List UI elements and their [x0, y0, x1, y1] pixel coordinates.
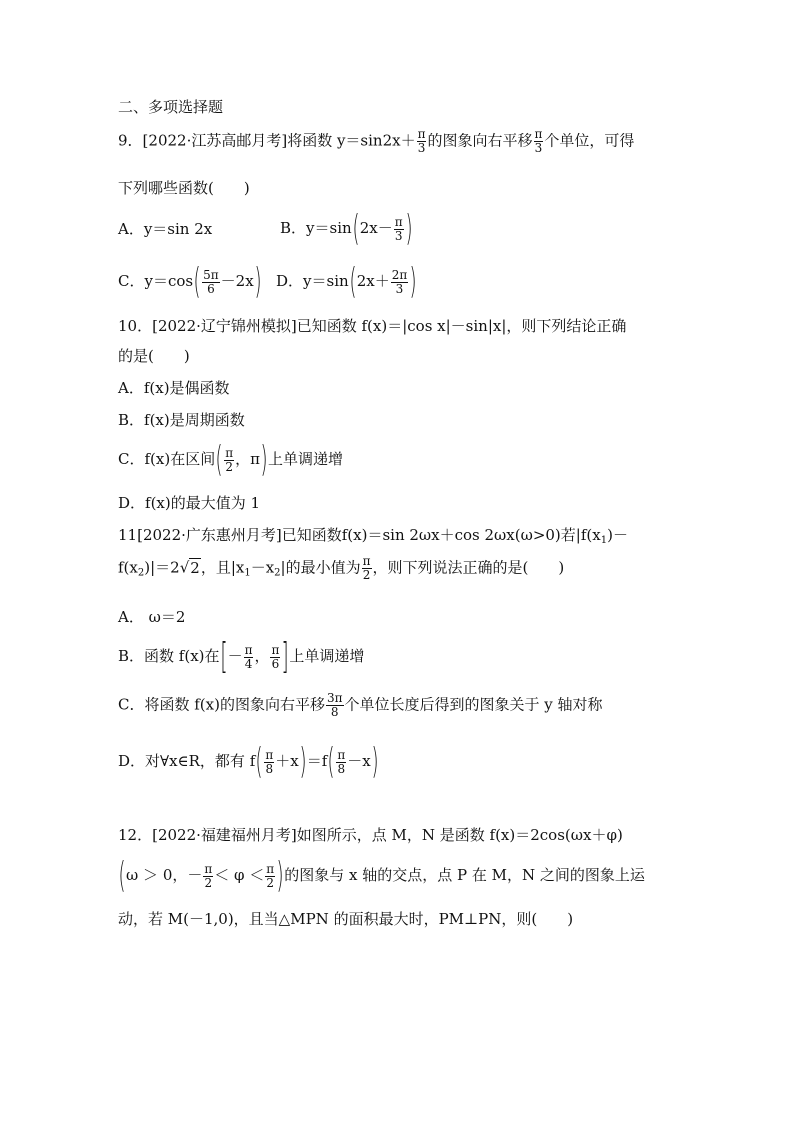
fraction: $\frac{\pi}{3}$: [417, 127, 426, 155]
q11-stem-line1: 11[2022·广东惠州月考]已知函数f(x)＝sin 2ωx＋cos 2ωx(ω>0)若$|f(x_1)-$: [118, 526, 628, 546]
q9-option-c: C．y＝cos( $\frac{5\pi}{6}$ －2x): [118, 261, 262, 302]
q10-option-b: B．f(x)是周期函数: [118, 411, 245, 429]
q9-option-d: D．y＝sin(2x＋ $\frac{2\pi}{3}$ ): [276, 261, 417, 302]
q11-stem-line2: $f(x_2)|=2√2$，且$|x_1-x_2|$的最小值为 $\frac{\pi}{2}$ ，则下列说法正确的是( ): [118, 554, 565, 582]
q10-option-c: C．f(x)在区间( $\frac{\pi}{2}$ ，π)上单调递增: [118, 439, 344, 480]
q9-option-a: A．y＝sin 2x: [118, 220, 213, 238]
q12-stem-line3: 动，若 M(－1,0)，且当△MPN 的面积最大时，PM⊥PN，则( ): [118, 910, 574, 928]
section-title: 二、多项选择题: [118, 98, 224, 116]
q12-stem-line2: (ω ＞ 0，－ $\frac{\pi}{2}$ ＜ φ ＜ $\frac{\pi}{2}$ )的图象与 x 轴的交点，点 P 在 M，N 之间的图象上运: [118, 855, 645, 896]
q10-stem-line2: 的是( ): [118, 347, 190, 365]
q9-stem-line2: 下列哪些函数( ): [118, 179, 250, 197]
q11-option-b: B．函数 f(x)在[－ $\frac{\pi}{4}$ ， $\frac{\pi}{6}$ ]上单调递增: [118, 636, 365, 677]
q10-option-a: A．f(x)是偶函数: [118, 379, 230, 397]
fraction: $\frac{\pi}{3}$: [534, 127, 543, 155]
q10-option-d: D．f(x)的最大值为 1: [118, 494, 261, 512]
q11-option-a: A． ω＝2: [118, 608, 186, 626]
q9-option-b: B．y＝sin(2x－ $\frac{\pi}{3}$ ): [280, 208, 413, 249]
sqrt-symbol: √: [179, 558, 190, 577]
q11-option-c: C．将函数 f(x)的图象向右平移 $\frac{3\pi}{8}$ 个单位长度后得到的图象关于 y 轴对称: [118, 691, 603, 719]
q10-stem-line1: 10．[2022·辽宁锦州模拟]已知函数 f(x)＝|cos x|－sin|x|，则下列结论正确: [118, 317, 627, 335]
q9-stem-line1: 9．[2022·江苏高邮月考]将函数 y＝sin2x＋ $\frac{\pi}{3}$ 的图象向右平移 $\frac{\pi}{3}$ 个单位，可得: [118, 127, 635, 155]
q12-stem-line1: 12．[2022·福建福州月考]如图所示，点 M，N 是函数 f(x)＝2cos(ωx＋φ): [118, 826, 623, 844]
q11-option-d: D．对∀x∈R，都有 f( $\frac{\pi}{8}$ ＋x)＝f( $\frac{\pi}{8}$ －x): [118, 741, 379, 782]
